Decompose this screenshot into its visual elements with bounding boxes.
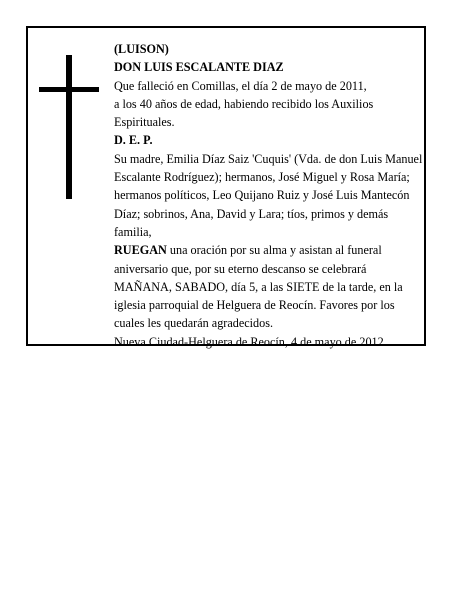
death-line-1: Que falleció en Comillas, el día 2 de mayo de 2011, <box>114 78 367 93</box>
cross-vertical-bar <box>66 55 72 199</box>
dep-label: D. E. P. <box>114 133 153 148</box>
obituary-notice <box>26 26 426 349</box>
family-paragraph: Su madre, Emilia Díaz Saiz 'Cuquis' (Vda. de don Luis Manuel Escalante Rodríguez); hermanos, José Miguel y Rosa María; hermanos políticos, Leo Quijano Ruiz y José Luis Mantecón Díaz; sobrinos, Ana, David y Lara; tíos, primos y demás familia, <box>114 151 423 239</box>
deceased-name: DON LUIS ESCALANTE DIAZ <box>114 60 284 75</box>
request-paragraph <box>114 241 424 332</box>
request-text: una oración por su alma y asistan al funeral aniversario que, por su eterno descanso se celebrará MAÑANA, SABADO, día 5, a las SIETE de la tarde, en la iglesia parroquial de Helguera de Reocín. Favores por los cuales les quedarán agradecidos. <box>114 243 403 331</box>
request-word: RUEGAN <box>114 243 167 258</box>
notice-text <box>114 40 424 351</box>
place-date: Nueva Ciudad-Helguera de Reocín, 4 de mayo de 2012. <box>114 334 387 349</box>
cross-icon <box>39 55 99 199</box>
death-line-2: a los 40 años de edad, habiendo recibido los Auxilios Espirituales. <box>114 96 374 130</box>
cross-horizontal-bar <box>39 87 99 92</box>
nickname: (LUISON) <box>114 42 169 56</box>
